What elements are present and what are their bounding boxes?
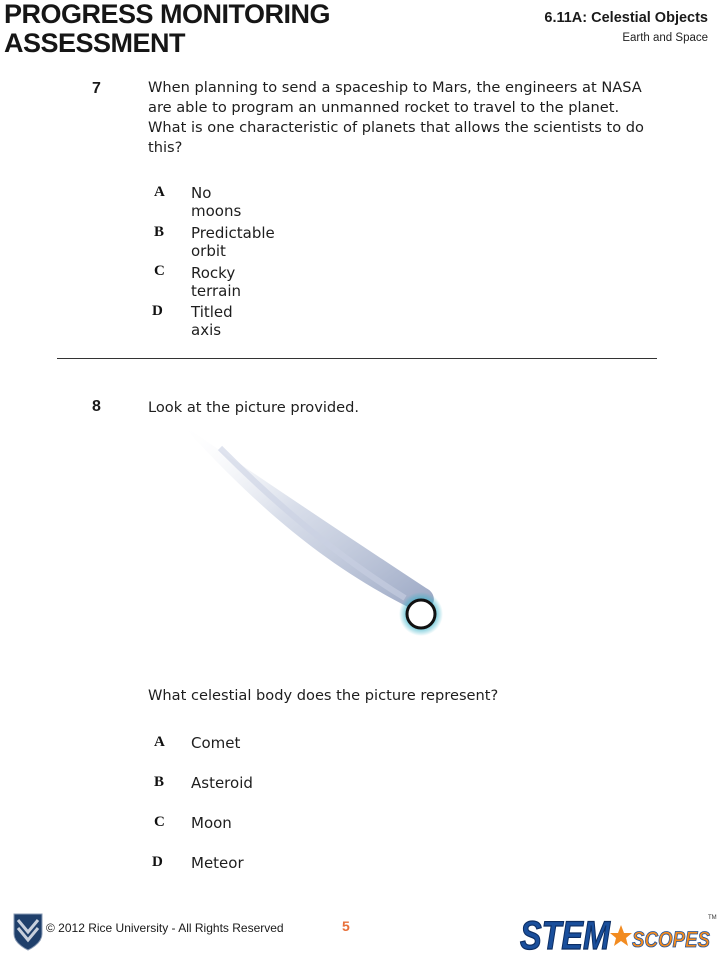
brand-tm: TM	[708, 915, 717, 921]
header-standard	[544, 10, 708, 44]
comet-tail	[180, 423, 434, 611]
question-7-number: 7	[92, 80, 101, 97]
choice-letter: A	[154, 184, 165, 200]
standard-strand: Earth and Space	[622, 32, 708, 44]
choice-text[interactable]: Titled axis	[191, 303, 233, 339]
choice-text[interactable]: Rocky terrain	[191, 264, 242, 300]
section-divider	[57, 358, 657, 359]
question-8-text: Look at the picture provided.	[148, 399, 360, 416]
title-line-2: ASSESSMENT	[4, 28, 186, 58]
choice-text[interactable]: Moon	[191, 814, 232, 832]
standard-code: 6.11A: Celestial Objects	[544, 10, 708, 26]
choice-letter: B	[154, 774, 165, 790]
brand-scopes: SCOPES	[632, 927, 711, 952]
choice-text[interactable]: Meteor	[191, 854, 244, 872]
choice-text[interactable]: Predictable orbit	[191, 224, 275, 260]
choice-letter: C	[154, 814, 165, 830]
question-7-text: When planning to send a spaceship to Mars, the engineers at NASA are able to program an unmanned rocket to travel to the planet. What is one characteristic of planets that allows the scientists to do this?	[148, 79, 644, 156]
question-8-prompt: What celestial body does the picture represent?	[148, 687, 499, 704]
stemscopes-logo	[518, 905, 718, 957]
comet-illustration	[160, 418, 460, 648]
choice-letter: D	[152, 854, 163, 870]
assessment-title	[4, 0, 364, 58]
question-8-number: 8	[92, 398, 101, 415]
page-number: 5	[342, 918, 350, 934]
choice-text[interactable]: Comet	[191, 734, 241, 752]
choice-text[interactable]: No moons	[191, 184, 242, 220]
choice-text[interactable]: Asteroid	[191, 774, 253, 792]
choice-letter: C	[154, 263, 165, 279]
brand-stem: STEM	[520, 914, 612, 957]
title-line-1: PROGRESS MONITORING	[4, 0, 331, 29]
star-icon	[610, 925, 632, 946]
rice-shield-icon	[12, 912, 44, 952]
choice-letter: A	[154, 734, 165, 750]
choice-letter: D	[152, 303, 163, 319]
copyright-notice: © 2012 Rice University - All Rights Reserved	[46, 921, 284, 935]
comet-nucleus	[407, 600, 435, 628]
choice-letter: B	[154, 224, 165, 240]
